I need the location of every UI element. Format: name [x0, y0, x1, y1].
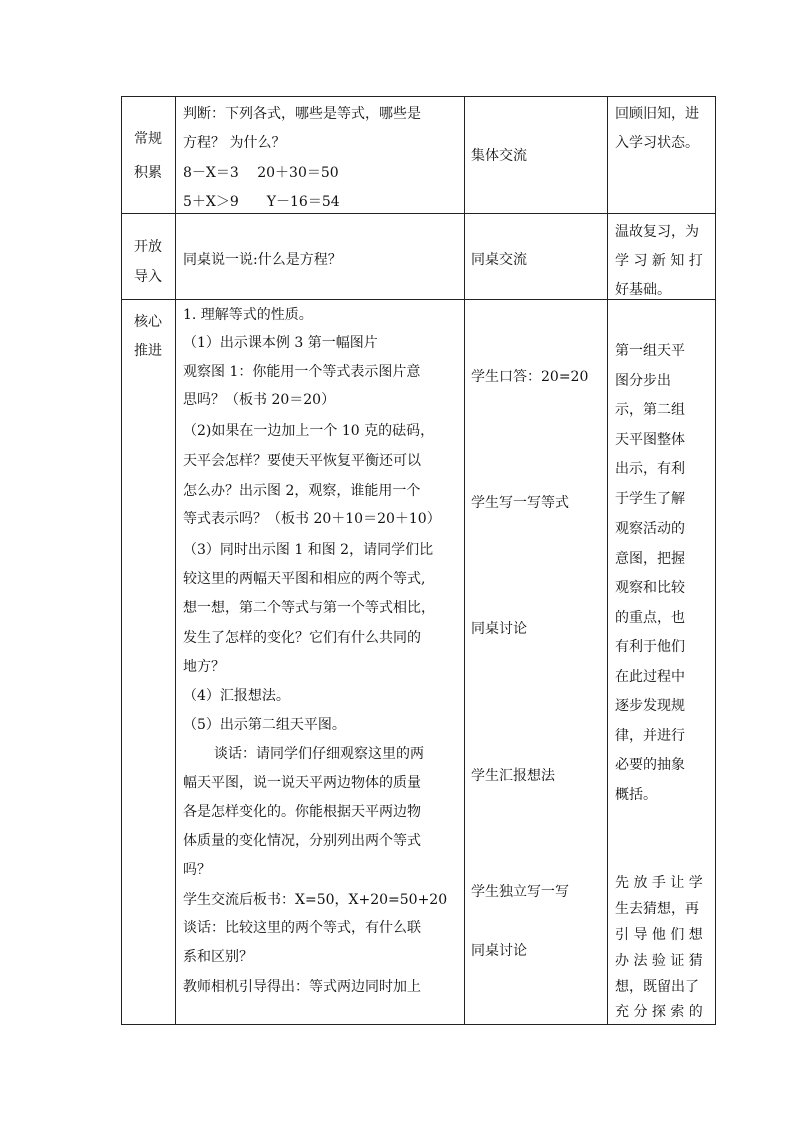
intent-line: 出示，有利: [615, 461, 685, 477]
intent-line: 生去猜想，再: [615, 901, 699, 917]
content-line: （3）同时出示图 1 和图 2，请同学们比: [183, 542, 434, 558]
content-line: 方程？ 为什么？: [183, 135, 286, 151]
content-line: 思吗？（板书 20＝20）: [183, 392, 336, 408]
intent-line: 在此过程中: [615, 669, 685, 685]
intent-line: 的重点，也: [615, 610, 685, 626]
student-activity: 学生口答：20=20: [471, 369, 589, 385]
intent-line: 温故复习，为: [615, 224, 699, 240]
content-line: 5＋X＞9 Y－16＝54: [183, 194, 340, 210]
row-divider: [121, 213, 716, 214]
intent-line: 于学生了解: [615, 491, 685, 507]
student-activity: 同桌讨论: [471, 621, 527, 637]
row-label: 核心: [134, 314, 162, 330]
intent-line: 天平图整体: [615, 432, 685, 448]
content-line: 1. 理解等式的性质。: [183, 307, 313, 323]
table-border-bottom: [121, 1024, 716, 1025]
column-divider: [175, 96, 176, 1025]
row-label: 推进: [134, 343, 162, 359]
content-line: 各是怎样变化的。你能根据天平两边物: [183, 804, 421, 820]
student-activity: 学生写一写等式: [471, 495, 569, 511]
content-line: 谈话：比较这里的两个等式，有什么联: [183, 920, 421, 936]
content-line: 8－X＝3 20＋30＝50: [183, 165, 339, 181]
column-divider: [607, 96, 608, 1025]
content-line: 谈话：请同学们仔细观察这里的两: [214, 746, 424, 762]
content-line: 想一想，第二个等式与第一个等式相比，: [183, 600, 435, 616]
content-line: （2)如果在一边加上一个 10 克的砝码，: [183, 423, 435, 439]
intent-line: 概括。: [615, 787, 657, 803]
intent-line: 逐步发现规: [615, 698, 685, 714]
content-line: 体质量的变化情况，分别列出两个等式: [183, 833, 421, 849]
intent-line: 想，既留出了: [615, 979, 699, 995]
student-activity: 集体交流: [471, 148, 527, 164]
intent-line: 图分步出: [615, 373, 671, 389]
content-line: 系和区别？: [183, 949, 253, 965]
lesson-plan-table: [121, 96, 716, 1025]
intent-line: 律，并进行: [615, 728, 685, 744]
content-line: 幅天平图，说一说天平两边物体的质量: [183, 775, 421, 791]
row-label: 导入: [134, 269, 162, 285]
content-line: 判断：下列各式，哪些是等式，哪些是: [183, 106, 421, 122]
student-activity: 学生独立写一写: [471, 884, 569, 900]
content-line: 发生了怎样的变化？它们有什么共同的: [183, 630, 421, 646]
content-line: 吗？: [183, 862, 211, 878]
intent-line: 充 分 探 索 的: [615, 1004, 703, 1020]
intent-line: 第一组天平: [615, 343, 685, 359]
intent-line: 学 习 新 知 打: [615, 253, 703, 269]
intent-line: 引 导 他 们 想: [615, 927, 703, 943]
content-line: 等式表示吗？（板书 20＋10＝20＋10）: [183, 511, 441, 527]
intent-line: 回顾旧知，进: [615, 106, 699, 122]
row-divider: [121, 299, 716, 300]
row-label: 积累: [134, 165, 162, 181]
table-border-left: [121, 96, 122, 1025]
content-line: （5）出示第二组天平图。: [183, 717, 346, 733]
content-line: 教师相机引导得出：等式两边同时加上: [183, 979, 421, 995]
content-line: （4）汇报想法。: [183, 688, 290, 704]
row-label: 常规: [134, 131, 162, 147]
row-label: 开放: [134, 239, 162, 255]
content-line: 天平会怎样？要使天平恢复平衡还可以: [183, 453, 421, 469]
intent-line: 好基础。: [615, 282, 671, 298]
intent-line: 有利于他们: [615, 639, 685, 655]
intent-line: 必要的抽象: [615, 757, 685, 773]
table-border-right: [715, 96, 716, 1025]
column-divider: [464, 96, 465, 1025]
intent-line: 先 放 手 让 学: [615, 875, 703, 891]
content-line: 观察图 1：你能用一个等式表示图片意: [183, 364, 421, 380]
intent-line: 入学习状态。: [615, 135, 699, 151]
content-line: 地方？: [183, 659, 225, 675]
student-activity: 同桌讨论: [471, 943, 527, 959]
content-line: 同桌说一说:什么是方程？: [183, 252, 342, 268]
intent-line: 观察活动的: [615, 521, 685, 537]
student-activity: 学生汇报想法: [471, 768, 555, 784]
content-line: （1）出示课本例 3 第一幅图片: [183, 335, 378, 351]
intent-line: 观察和比较: [615, 580, 685, 596]
table-border-top: [121, 96, 716, 97]
intent-line: 意图，把握: [615, 551, 685, 567]
content-line: 怎么办？出示图 2，观察，谁能用一个: [183, 483, 421, 499]
intent-line: 办 法 验 证 猜: [615, 953, 703, 969]
content-line: 较这里的两幅天平图和相应的两个等式,: [183, 571, 426, 587]
student-activity: 同桌交流: [471, 252, 527, 268]
intent-line: 示，第二组: [615, 402, 685, 418]
content-line: 学生交流后板书：X=50，X+20=50+20: [183, 892, 448, 908]
